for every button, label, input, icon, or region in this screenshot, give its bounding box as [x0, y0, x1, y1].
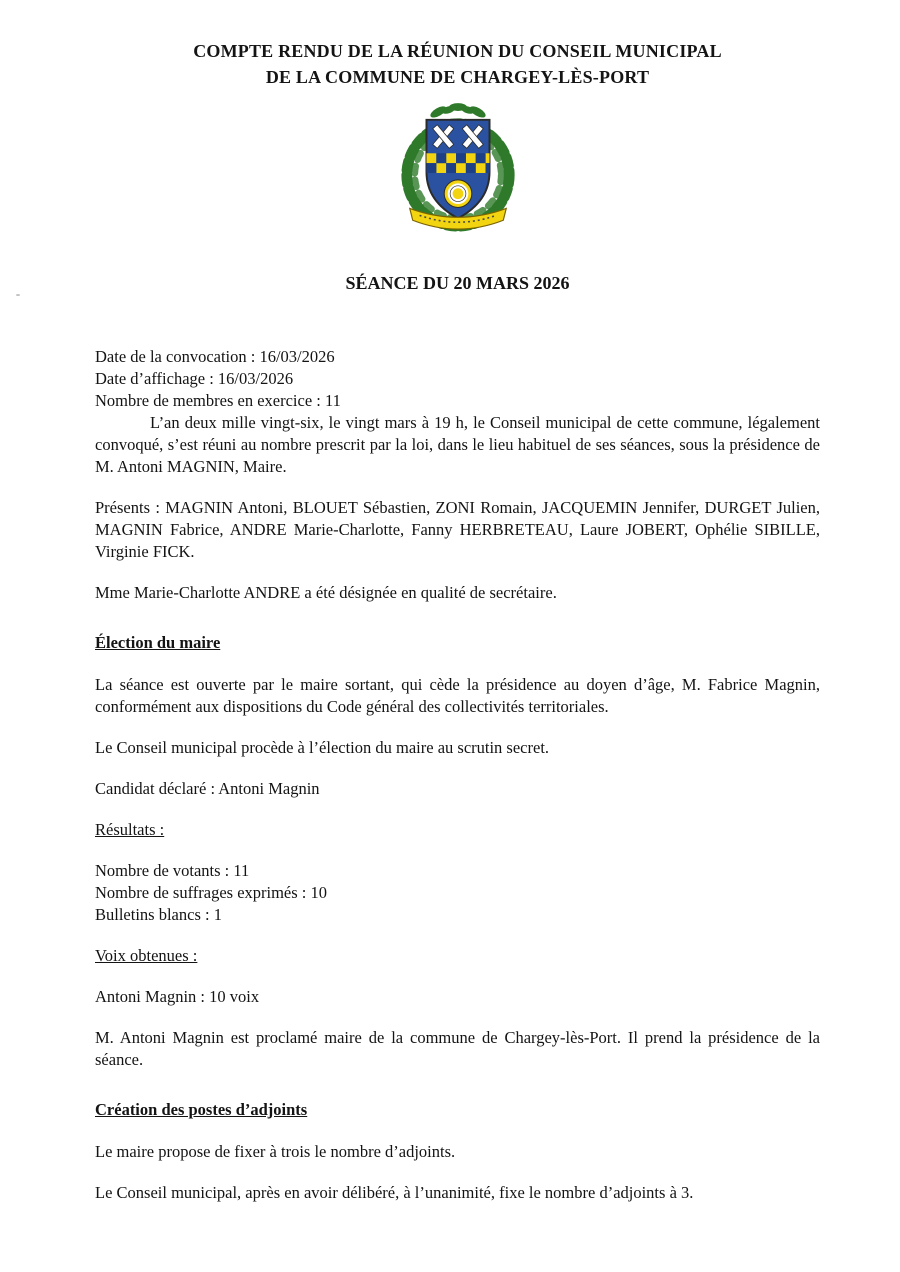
- coat-of-arms: [95, 98, 820, 251]
- scan-artifact: [16, 294, 20, 296]
- annulet: [444, 180, 472, 208]
- exprimes-line: Nombre de suffrages exprimés : 10: [95, 883, 328, 902]
- document-title-line1: COMPTE RENDU DE LA RÉUNION DU CONSEIL MUNICIPAL: [193, 41, 722, 61]
- candidat-line: Candidat déclaré : Antoni Magnin: [95, 779, 320, 798]
- document-title: [95, 38, 820, 90]
- resultats-block: [95, 860, 820, 926]
- blancs-line: Bulletins blancs : 1: [95, 905, 222, 924]
- document-title-line2: DE LA COMMUNE DE CHARGEY-LÈS-PORT: [265, 67, 650, 87]
- coat-of-arms-image: [394, 98, 522, 246]
- meta-affichage-date: Date d’affichage : 16/03/2026: [95, 369, 294, 388]
- voix-line: Antoni Magnin : 10 voix: [95, 987, 260, 1006]
- adjoints-paragraph-1: Le maire propose de fixer à trois le nombre d’adjoints.: [95, 1142, 456, 1161]
- meta-block: [95, 346, 820, 412]
- election-paragraph-2: Le Conseil municipal procède à l’élection du maire au scrutin secret.: [95, 738, 550, 757]
- presents-paragraph: Présents : MAGNIN Antoni, BLOUET Sébastien, ZONI Romain, JACQUEMIN Jennifer, DURGET Julien, MAGNIN Fabrice, ANDRE Marie-Charlotte, Fanny HERBRETEAU, Laure JOBERT, Ophélie SIBILLE, Virginie FICK.: [95, 498, 820, 561]
- checky-band: [426, 153, 495, 173]
- top-leaves: [428, 103, 487, 120]
- meta-membres-count: Nombre de membres en exercice : 11: [95, 391, 341, 410]
- secretaire-paragraph: Mme Marie-Charlotte ANDRE a été désignée en qualité de secrétaire.: [95, 583, 557, 602]
- intro-paragraph: L’an deux mille vingt-six, le vingt mars à 19 h, le Conseil municipal de cette commune, légalement convoqué, s’est réuni au nombre prescrit par la loi, dans le lieu habituel de ses séances, sous la présidence de M. Antoni MAGNIN, Maire.: [95, 413, 820, 476]
- adjoints-paragraph-2: Le Conseil municipal, après en avoir délibéré, à l’unanimité, fixe le nombre d’adjoints à 3.: [95, 1183, 694, 1202]
- proclamation-paragraph: M. Antoni Magnin est proclamé maire de la commune de Chargey-lès-Port. Il prend la présidence de la séance.: [95, 1028, 820, 1069]
- seance-title: SÉANCE DU 20 MARS 2026: [345, 273, 570, 293]
- section-heading-election: Élection du maire: [95, 633, 221, 652]
- votants-line: Nombre de votants : 11: [95, 861, 250, 880]
- meta-convocation-date: Date de la convocation : 16/03/2026: [95, 347, 335, 366]
- resultats-label: Résultats :: [95, 820, 165, 839]
- voix-label: Voix obtenues :: [95, 946, 198, 965]
- section-heading-adjoints: Création des postes d’adjoints: [95, 1100, 308, 1119]
- election-paragraph-1: La séance est ouverte par le maire sortant, qui cède la présidence au doyen d’âge, M. Fabrice Magnin, conformément aux dispositions du Code général des collectivités territoriales.: [95, 675, 820, 716]
